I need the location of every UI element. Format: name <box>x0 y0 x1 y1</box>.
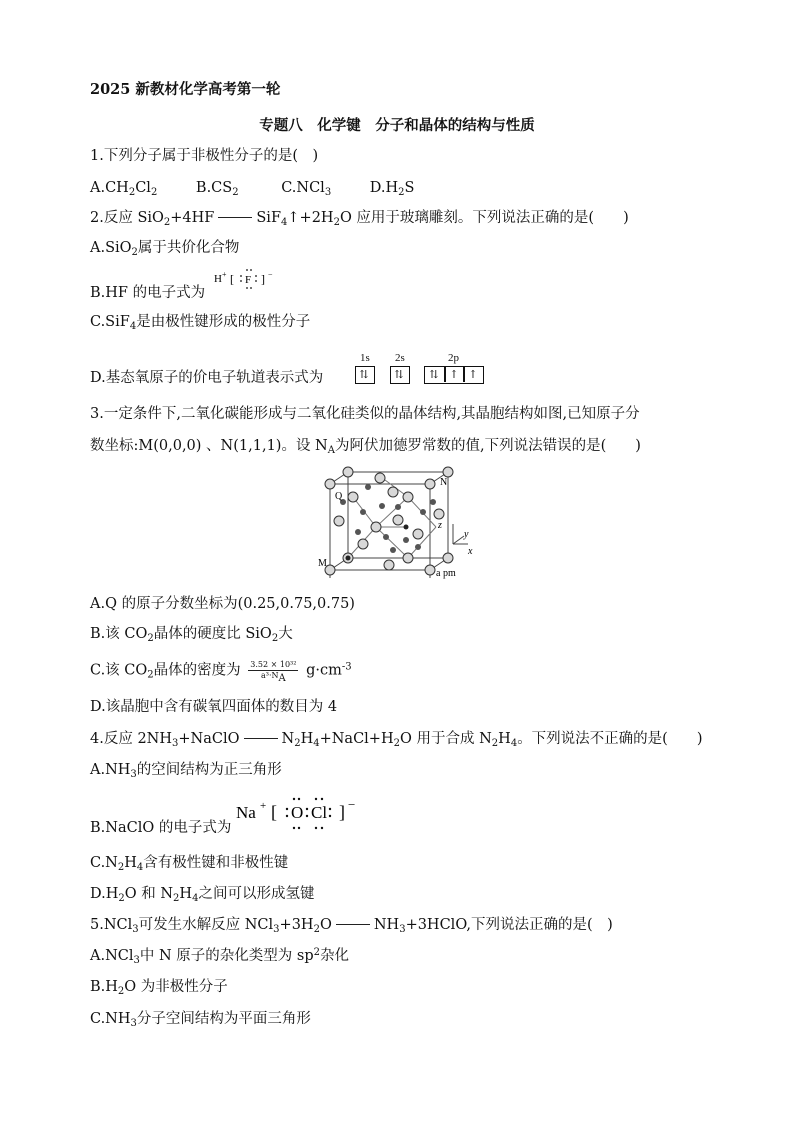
hf-electron-formula-svg <box>214 266 294 292</box>
label-n: N <box>440 477 448 488</box>
q3-stem-line2: 数坐标:M(0,0,0) 、N(1,1,1)。设 $N_A$为阿伏加德罗常数的值,下列说法错误的是( ) <box>90 438 641 456</box>
svg-text:]: ] <box>339 802 345 822</box>
axis-y: y <box>464 529 469 540</box>
label-1s: 1s <box>360 352 370 364</box>
q5-option-b: $B.H_2O$ 为非极性分子 <box>90 979 228 997</box>
q4-option-c: $C.N_2H_4$含有极性键和非极性键 <box>90 855 289 873</box>
naclo-electron-formula-svg <box>236 792 366 832</box>
crystal-cell-figure <box>318 462 488 584</box>
electrons-2s: ⇅ <box>394 368 404 381</box>
q1-option-b: $B.CS_2$ <box>195 180 239 198</box>
svg-text:−: − <box>268 270 273 279</box>
svg-text:−: − <box>348 797 356 812</box>
topic-title: 专题八 化学键 分子和晶体的结构与性质 <box>259 117 535 134</box>
q5-option-a: A.NCl$_3$中 N 原子的杂化类型为 $sp^2$杂化 <box>90 947 349 966</box>
q4-option-d: $D.H_2O$ 和 $N_2H_4$之间可以形成氢键 <box>90 886 315 904</box>
label-2p: 2p <box>448 352 459 364</box>
q3-option-d: D.该晶胞中含有碳氧四面体的数目为 4 <box>90 699 338 715</box>
label-q: Q <box>335 491 343 502</box>
electrons-2pz: ↑ <box>468 368 478 381</box>
q2-option-c: C.SiF$_4$是由极性键形成的极性分子 <box>90 314 311 332</box>
q1-option-d: $D.H_2S$ <box>369 180 415 198</box>
q1-options <box>90 178 414 198</box>
svg-text:+: + <box>222 270 227 279</box>
q1-option-a: $A.CH_2Cl_2$ <box>90 180 158 198</box>
q2-stem: 2.反应 SiO$_2$+4HF $SiF_4↑+2H_2O$ 应用于玻璃雕刻。下列说法正确的是( ) <box>90 210 629 228</box>
axis-x: x <box>468 546 473 557</box>
q2-option-b: B.HF 的电子式为 <box>90 285 206 301</box>
orbital-2p <box>424 366 484 384</box>
q2-option-d: D.基态氧原子的价电子轨道表示式为 <box>90 370 324 386</box>
q4-stem: 4.反应 $2NH_3+NaClO$ $N_2H_4+NaCl+H_2O$ 用于合成 $N_2H_4$。下列说法不正确的是( ) <box>90 731 703 749</box>
equals-line <box>218 217 252 219</box>
q5-option-c: $C.NH_3$分子空间结构为平面三角形 <box>90 1011 311 1029</box>
q4-option-b: B.NaClO 的电子式为 <box>90 820 232 836</box>
electrons-2px: ⇅ <box>429 368 439 381</box>
q4-option-a: $A.NH_3$的空间结构为正三角形 <box>90 762 282 780</box>
q2-option-a: A.SiO$_2$属于共价化合物 <box>90 240 240 258</box>
q3-stem-line1: 3.一定条件下,二氧化碳能形成与二氧化硅类似的晶体结构,其晶胞结构如图,已知原子分 <box>90 406 640 422</box>
crystal-cell-svg <box>318 462 488 580</box>
svg-text:[: [ <box>271 802 277 822</box>
svg-text:[: [ <box>230 272 234 286</box>
oxygen-orbital-diagram <box>355 352 495 390</box>
equals-line <box>336 924 370 926</box>
orbital-1s <box>355 366 375 384</box>
electrons-2py: ↑ <box>449 368 459 381</box>
equals-line <box>244 738 278 740</box>
svg-text:Na: Na <box>236 803 256 822</box>
svg-text:Cl: Cl <box>311 803 328 822</box>
axis-z: z <box>438 520 442 531</box>
svg-text:F: F <box>245 274 252 286</box>
label-m: M <box>318 558 327 569</box>
label-a-pm: a pm <box>436 568 456 579</box>
q5-stem: 5.NCl$_3$可发生水解反应 $NCl_3+3H_2O$ $NH_3+3HClO$,下列说法正确的是( ) <box>90 917 613 935</box>
q3-option-c: C.该 $CO_2$晶体的密度为 $\frac{\text{3.52 × 10³²}}{a^3\cdot N_A}$ $g\cdot cm^{-3}$ <box>90 660 352 684</box>
fraction-denominator: $a^3\cdot N_A$ <box>260 671 286 684</box>
hf-electron-formula <box>214 266 294 296</box>
svg-text:+: + <box>260 800 267 812</box>
q1-option-c: C.NCl$_3$ <box>281 180 332 198</box>
q1-stem: 1.下列分子属于非极性分子的是( ) <box>90 148 319 164</box>
svg-text:O: O <box>291 803 304 822</box>
naclo-electron-formula <box>236 792 366 836</box>
q3-option-a: A.Q 的原子分数坐标为(0.25,0.75,0.75) <box>90 596 355 612</box>
svg-text:]: ] <box>261 272 265 286</box>
series-title: 2025 新教材化学高考第一轮 <box>90 81 281 98</box>
label-2s: 2s <box>395 352 405 364</box>
electrons-1s: ⇅ <box>359 368 369 381</box>
orbital-2s <box>390 366 410 384</box>
fraction-numerator: 3.52 × 10³² <box>250 660 297 669</box>
svg-text:H: H <box>214 273 222 285</box>
q3-option-b: B.该 $CO_2$晶体的硬度比 SiO$_2$大 <box>90 626 293 644</box>
density-fraction <box>248 660 298 684</box>
